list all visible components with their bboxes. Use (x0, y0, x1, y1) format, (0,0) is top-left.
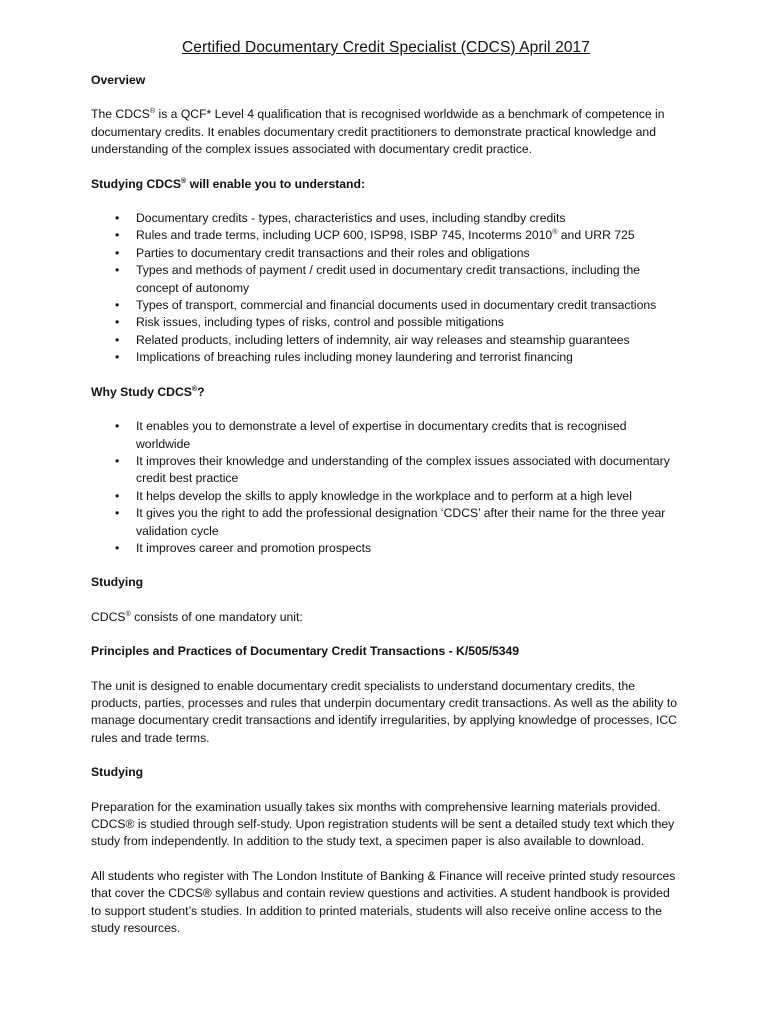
list-item (91, 297, 681, 314)
bullet-icon: • (115, 488, 120, 503)
understand-heading-start: Studying CDCS (91, 176, 182, 191)
bullet-icon: • (115, 506, 120, 521)
unit-heading: Principles and Practices of Documentary Credit Transactions - K/505/5349 (91, 644, 520, 659)
mandatory-text-rest: consists of one mandatory unit: (130, 609, 303, 624)
list-item-text-suffix: and URR 725 (557, 228, 635, 243)
list-item (91, 210, 681, 227)
resources-paragraph: All students who register with The London Institute of Banking & Finance will receive printed study resources that cover the CDCS® syllabus and contain review questions and activities. A student handbook is provided to support student’s studies. In addition to printed materials, students will also receive online access to the study resources. (91, 868, 676, 936)
list-item-text: It helps develop the skills to apply knowledge in the workplace and to perform at a high level (136, 488, 632, 503)
list-item-text: Rules and trade terms, including UCP 600, ISP98, ISBP 745, Incoterms 2010 (136, 228, 553, 243)
list-item (91, 332, 681, 349)
overview-text-rest: is a QCF* Level 4 qualification that is recognised worldwide as a benchmark of competence in documentary credits. It enables documentary credit practitioners to demonstrate practical knowledge and understanding of the complex issues associated with documentary credit practice. (91, 107, 665, 157)
preparation-paragraph: Preparation for the examination usually takes six months with comprehensive learning materials provided. CDCS® is studied through self-study. Upon registration students will be sent a detailed study text which they study from independently. In addition to the study text, a specimen paper is also available to download. (91, 799, 675, 849)
overview-paragraph (91, 106, 681, 158)
mandatory-text-start: CDCS (91, 609, 126, 624)
studying-heading: Studying (91, 575, 144, 590)
understand-list (91, 210, 681, 367)
mandatory-unit-paragraph (91, 609, 681, 626)
list-item (91, 227, 681, 244)
registered-mark: ® (552, 229, 558, 237)
list-item-text: It improves career and promotion prospects (136, 540, 372, 555)
list-item-text: Types and methods of payment / credit used in documentary credit transactions, including the concept of autonomy (136, 263, 641, 295)
list-item-text: Related products, including letters of indemnity, air way releases and steamship guarantees (136, 332, 630, 347)
understand-heading (91, 176, 681, 193)
bullet-icon: • (115, 453, 120, 468)
registered-mark: ® (191, 385, 198, 393)
list-item-text: Types of transport, commercial and financial documents used in documentary credit transactions (136, 298, 657, 313)
overview-text-start: The CDCS (91, 107, 150, 122)
document-title: Certified Documentary Credit Specialist (CDCS) April 2017 (182, 39, 590, 56)
list-item (91, 349, 681, 366)
bullet-icon: • (115, 350, 120, 365)
bullet-icon: • (115, 332, 120, 347)
bullet-icon: • (115, 419, 120, 434)
bullet-icon: • (115, 263, 120, 278)
list-item (91, 245, 681, 262)
list-item-text: Documentary credits - types, characteristics and uses, including standby credits (136, 211, 566, 226)
list-item (91, 505, 681, 540)
bullet-icon: • (115, 315, 120, 330)
list-item (91, 540, 681, 557)
registered-mark: ® (149, 108, 156, 116)
why-heading-start: Why Study CDCS (91, 384, 192, 399)
bullet-icon: • (115, 540, 120, 555)
list-item-text: It enables you to demonstrate a level of expertise in documentary credits that is recognised worldwide (136, 419, 627, 451)
list-item-text: Implications of breaching rules including money laundering and terrorist financing (136, 350, 573, 365)
list-item (91, 488, 681, 505)
unit-paragraph: The unit is designed to enable documentary credit specialists to understand documentary credits, the products, parties, processes and rules that underpin documentary credit transactions. As well as the ability to manage documentary credit transactions and identify irregularities, by applying knowledge of processes, ICC rules and trade terms. (91, 678, 677, 745)
list-item-text: It improves their knowledge and understanding of the complex issues associated with documentary credit best practice (136, 453, 670, 486)
studying-heading-2: Studying (91, 765, 144, 780)
registered-mark: ® (181, 177, 187, 185)
bullet-icon: • (115, 298, 120, 313)
why-list (91, 418, 681, 557)
list-item (91, 418, 681, 453)
list-item (91, 314, 681, 331)
document-page (91, 38, 681, 954)
overview-heading: Overview (91, 73, 146, 87)
bullet-icon: • (115, 228, 120, 243)
list-item-text: It gives you the right to add the professional designation ‘CDCS’ after their name for the three year validation cycle (136, 506, 666, 538)
bullet-icon: • (115, 245, 120, 260)
list-item-text: Parties to documentary credit transactions and their roles and obligations (136, 245, 530, 260)
why-heading (91, 384, 681, 401)
registered-mark: ® (125, 610, 131, 618)
understand-heading-rest: will enable you to understand: (186, 176, 366, 191)
bullet-icon: • (115, 211, 120, 226)
list-item (91, 453, 681, 488)
list-item (91, 262, 681, 297)
list-item-text: Risk issues, including types of risks, control and possible mitigations (136, 315, 504, 330)
why-heading-rest: ? (197, 384, 205, 399)
